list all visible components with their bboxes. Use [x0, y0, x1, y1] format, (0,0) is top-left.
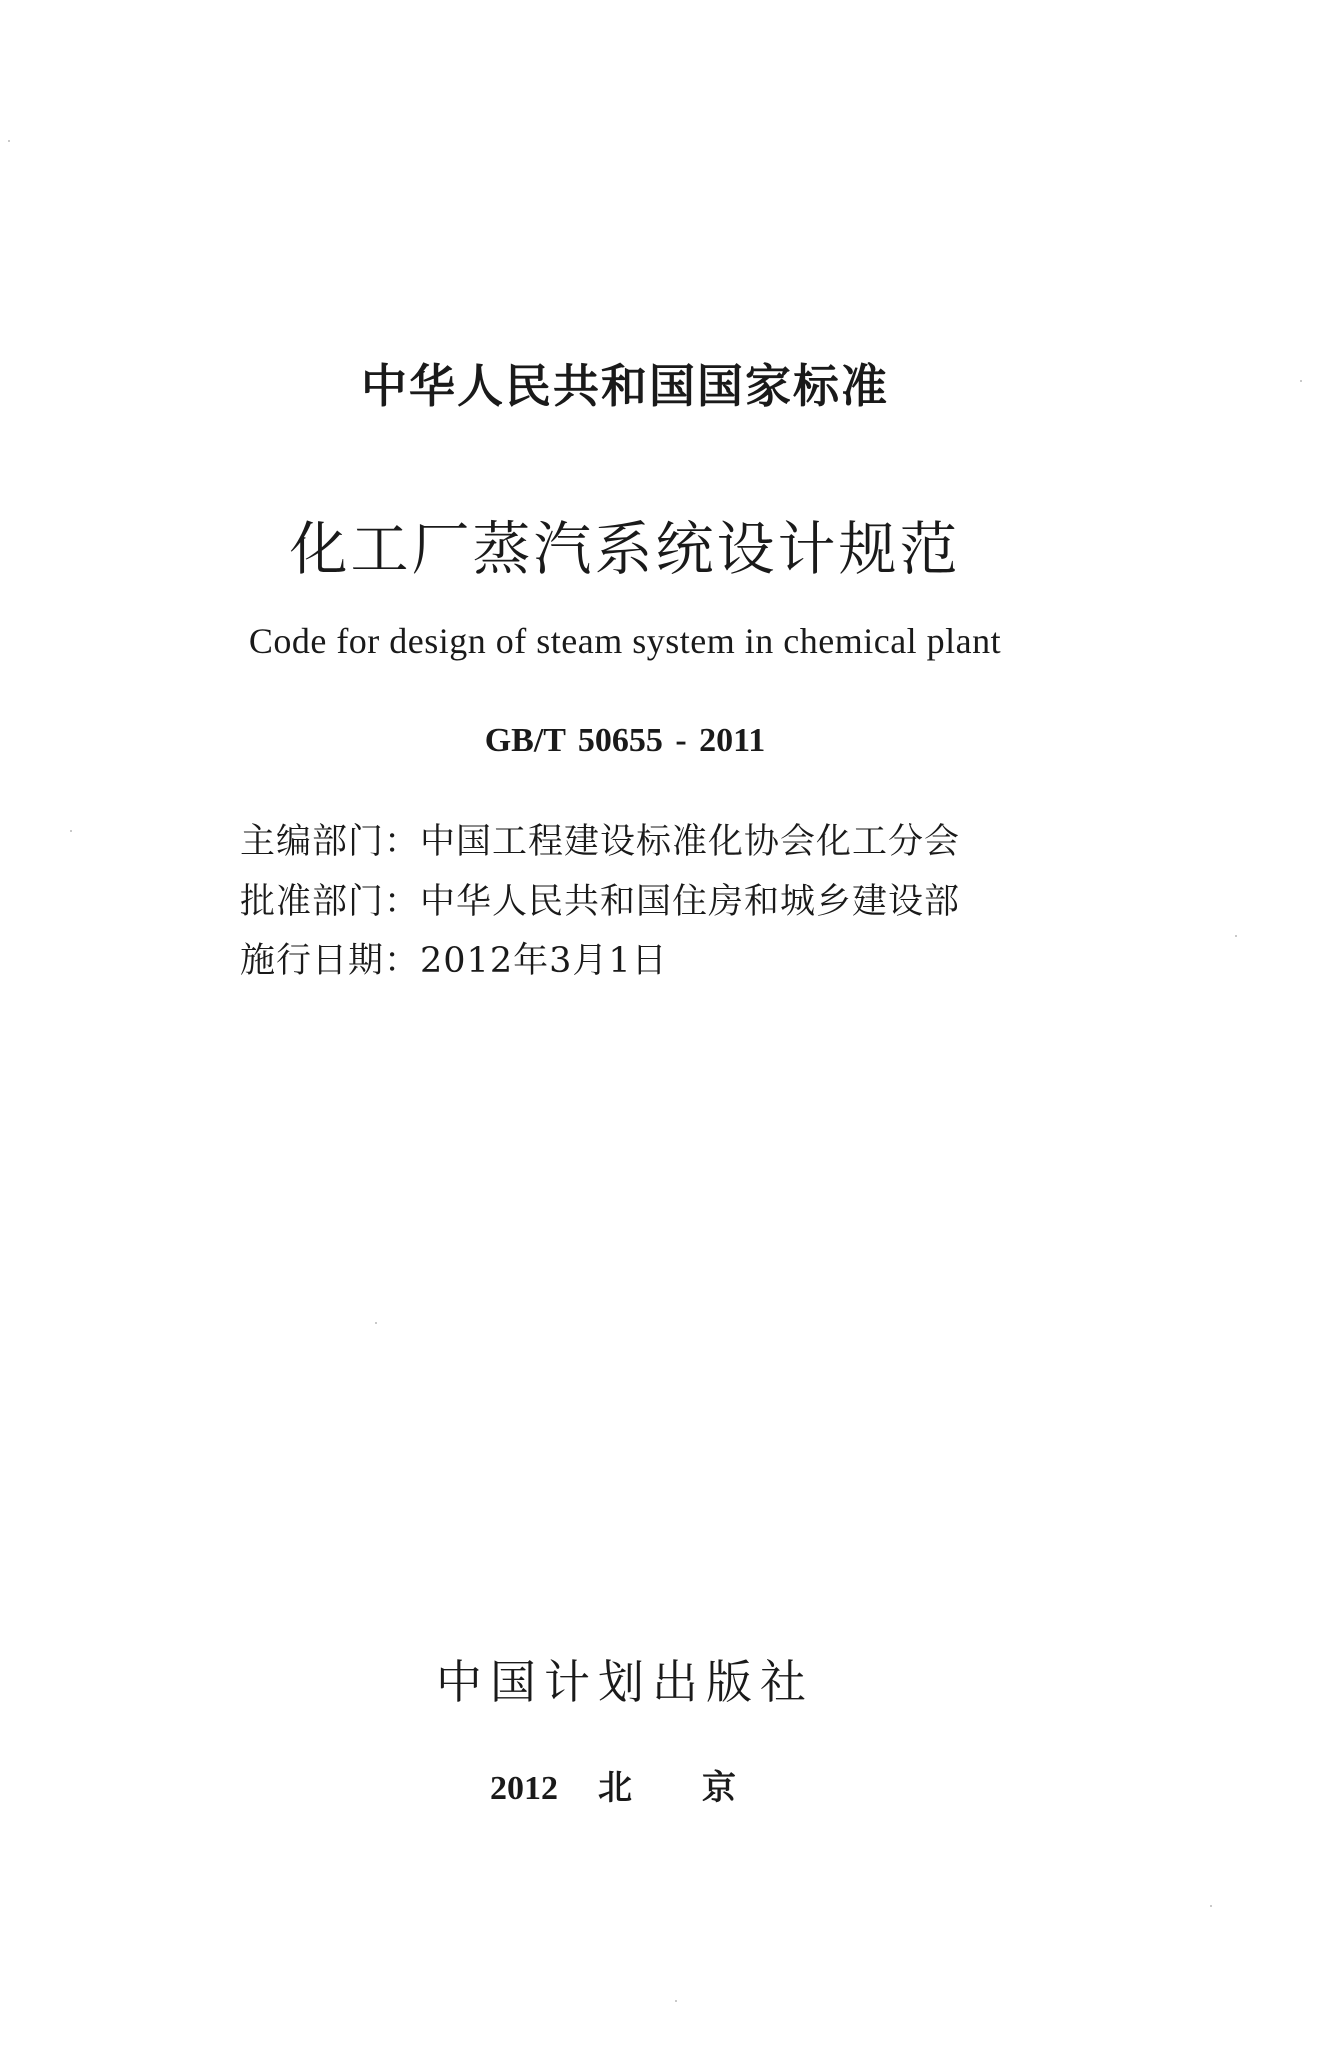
scan-speck: [1300, 380, 1302, 382]
national-standard-heading: 中华人民共和国国家标准: [361, 359, 889, 413]
scan-speck: [1210, 1905, 1212, 1907]
effective-date-value: 2012年3月1日: [420, 941, 668, 981]
approval-department-row: [240, 882, 1020, 922]
editor-department-label: 主编部门：: [240, 822, 421, 862]
scan-speck: [675, 2000, 677, 2002]
effective-date-row: [240, 941, 1020, 981]
publication-place: [490, 1760, 806, 1809]
scan-speck: [375, 1322, 377, 1324]
publisher-name: 中国计划出版社: [436, 1655, 814, 1709]
document-title-english: Code for design of steam system in chemical plant: [248, 621, 1002, 661]
effective-date-label: 施行日期：: [240, 941, 421, 981]
approval-department-value: 中华人民共和国住房和城乡建设部: [420, 882, 961, 922]
editor-department-value: 中国工程建设标准化协会化工分会: [420, 822, 961, 862]
publication-city: 北京: [598, 1768, 806, 1808]
scan-speck: [8, 140, 10, 142]
scan-speck: [70, 830, 72, 832]
document-title-chinese: 化工厂蒸汽系统设计规范: [289, 515, 961, 583]
publication-year: 2012: [490, 1770, 558, 1807]
approval-department-label: 批准部门：: [240, 882, 421, 922]
scan-speck: [1235, 935, 1237, 937]
editor-department-row: [240, 822, 1020, 862]
standard-code-number: GB/T 50655 - 2011: [484, 722, 766, 759]
